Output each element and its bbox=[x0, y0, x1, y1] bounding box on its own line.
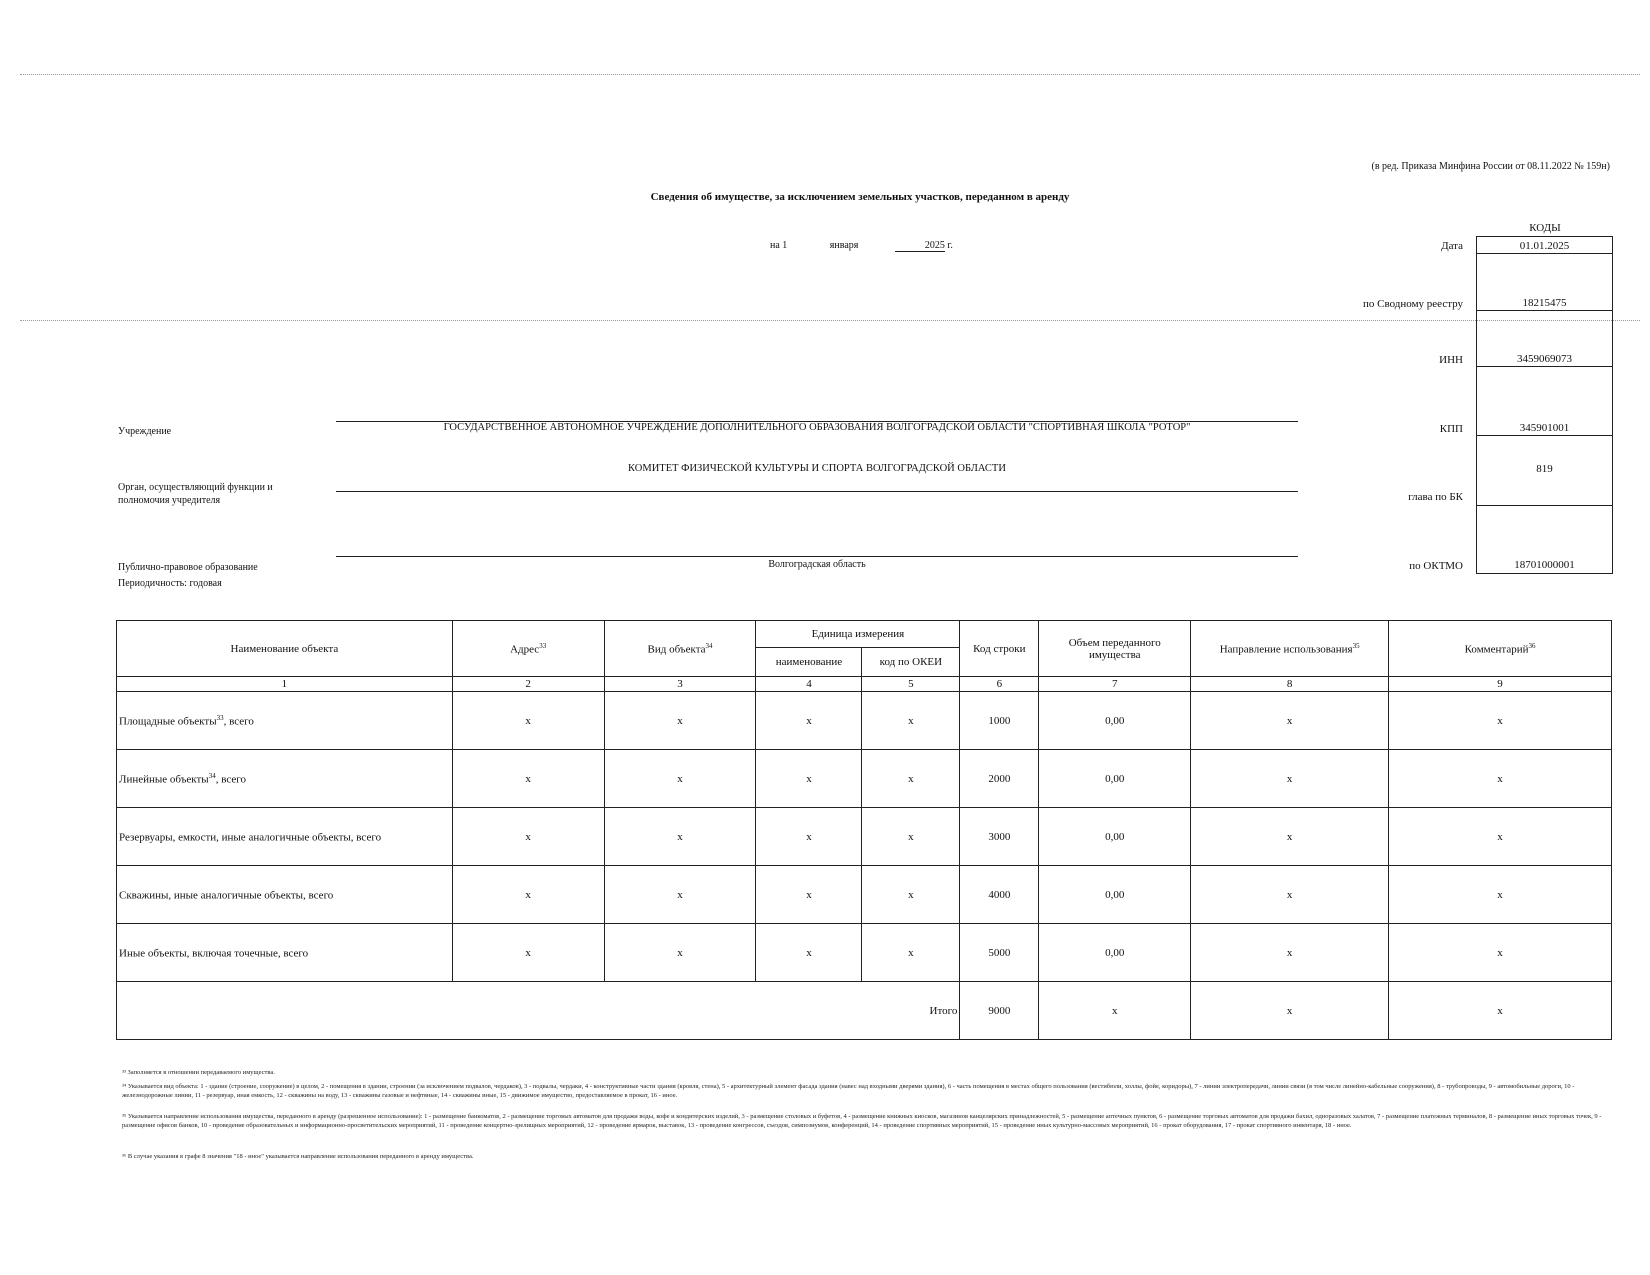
row-unit: x bbox=[756, 924, 862, 982]
row-name: Скважины, иные аналогичные объекты, всего bbox=[117, 866, 453, 924]
scan-dotted-line-middle bbox=[20, 320, 1640, 321]
row-direction: x bbox=[1191, 808, 1389, 866]
row-code: 4000 bbox=[960, 866, 1039, 924]
table-row bbox=[117, 692, 1612, 750]
row-code: 2000 bbox=[960, 750, 1039, 808]
total-volume: x bbox=[1039, 982, 1191, 1040]
date-prefix: на 1 bbox=[770, 240, 788, 251]
municipality-underline bbox=[336, 556, 1298, 557]
founder-label-line-2: полномочия учредителя bbox=[118, 495, 221, 506]
col-number: 4 bbox=[756, 677, 862, 692]
header-kind: Вид объекта$^{34}$ bbox=[604, 621, 756, 677]
founder-label-line-1: Орган, осуществляющий функции и bbox=[118, 482, 273, 493]
row-code: 1000 bbox=[960, 692, 1039, 750]
registry-code-label: по Сводному реестру bbox=[1363, 298, 1463, 310]
row-comment: x bbox=[1389, 750, 1612, 808]
header-unit-okei: код по ОКЕИ bbox=[862, 648, 960, 677]
date-year: 2025 bbox=[895, 240, 945, 252]
row-unit: x bbox=[756, 692, 862, 750]
row-address: x bbox=[452, 692, 604, 750]
row-comment: x bbox=[1389, 808, 1612, 866]
row-name: Резервуары, емкости, иные аналогичные объекты, всего bbox=[117, 808, 453, 866]
row-address: x bbox=[452, 750, 604, 808]
institution-label: Учреждение bbox=[118, 426, 172, 437]
row-unit: x bbox=[756, 808, 862, 866]
col-number: 8 bbox=[1191, 677, 1389, 692]
row-address: x bbox=[452, 924, 604, 982]
periodicity: Периодичность: годовая bbox=[118, 578, 222, 589]
property-table bbox=[116, 620, 1612, 1040]
total-direction: x bbox=[1191, 982, 1389, 1040]
header-unit-group: Единица измерения bbox=[756, 621, 960, 648]
row-okei: x bbox=[862, 924, 960, 982]
row-direction: x bbox=[1191, 692, 1389, 750]
table-row bbox=[117, 808, 1612, 866]
date-code-value: 01.01.2025 bbox=[1477, 240, 1612, 254]
kpp-code-value: 345901001 bbox=[1477, 422, 1612, 436]
municipality-value: Волгоградская область bbox=[768, 559, 866, 570]
date-line bbox=[770, 240, 970, 252]
table-row bbox=[117, 866, 1612, 924]
row-volume: 0,00 bbox=[1039, 750, 1191, 808]
bk-code-label: глава по БК bbox=[1408, 491, 1463, 503]
footnote-33: ³³ Заполняется в отношении передаваемого имущества. bbox=[122, 1069, 275, 1076]
founder-underline bbox=[336, 491, 1298, 492]
row-direction: x bbox=[1191, 866, 1389, 924]
col-number: 7 bbox=[1039, 677, 1191, 692]
header-direction: Направление использования$^{35}$ bbox=[1191, 621, 1389, 677]
column-number-row bbox=[117, 677, 1612, 692]
footnote-34: ³⁴ Указывается вид объекта: 1 - здание (строение, сооружение) в целом, 2 - помещения в здании, строении (за исключением подвалов, чердаков), 3 - подвалы, чердаки, 4 - конструктивные части здания (кровля, стена), 5 - архитектурный элемент фасада здания (навес над входными дверями здания), 6 - часть помещения в местах общего пользования (вестибюли, холлы, фойе, коридоры), 7 - линии электропередачи, линии связи (в том числе линейно-кабельные сооружения), 8 - трубопроводы, 9 - автомобильные дороги, 10 - железнодорожные линии, 11 - резервуар, иная емкость, 12 - скважины на воду, 13 - скважины газовые и нефтяные, 14 - скважины иные, 15 - движимое имущество, предоставляемое в прокат, 16 - иное. bbox=[122, 1083, 1575, 1099]
col-number: 1 bbox=[117, 677, 453, 692]
header-volume: Объем переданного имущества bbox=[1039, 621, 1191, 677]
row-code: 5000 bbox=[960, 924, 1039, 982]
founder-value: КОМИТЕТ ФИЗИЧЕСКОЙ КУЛЬТУРЫ И СПОРТА ВОЛГОГРАДСКОЙ ОБЛАСТИ bbox=[628, 463, 1006, 474]
total-code: 9000 bbox=[960, 982, 1039, 1040]
footnote-36: ³⁶ В случае указания в графе 8 значения "18 - иное" указывается направление использования переданного в аренду имущества. bbox=[122, 1153, 474, 1160]
row-comment: x bbox=[1389, 866, 1612, 924]
row-code: 3000 bbox=[960, 808, 1039, 866]
oktmo-code-value: 18701000001 bbox=[1514, 559, 1575, 571]
table-row bbox=[117, 750, 1612, 808]
row-kind: x bbox=[604, 750, 756, 808]
col-number: 5 bbox=[862, 677, 960, 692]
row-volume: 0,00 bbox=[1039, 692, 1191, 750]
oktmo-code-label: по ОКТМО bbox=[1409, 560, 1463, 572]
row-comment: x bbox=[1389, 692, 1612, 750]
row-direction: x bbox=[1191, 750, 1389, 808]
col-number: 6 bbox=[960, 677, 1039, 692]
footnote-35: ³⁵ Указывается направление использования имущества, переданного в аренду (разрешенное использование): 1 - размещение банкоматов, 2 - размещение торговых автоматов для продажи воды, кофе и кондитерских изделий, 3 - размещение столовых и буфетов, 4 - размещение книжных киосков, магазинов канцелярских принадлежностей, 5 - размещение аптечных пунктов, 6 - размещение торговых автоматов для продажи бахил, одноразовых халатов, 7 - размещение платежных терминалов, 8 - размещение иных торговых точек, 9 - размещение офисов банков, 10 - проведение образовательных и информационно-просветительских мероприятий, 11 - проведение концертно-зрелищных мероприятий, 12 - проведение ярмарок, выставок, 13 - проведение конгрессов, съездов, симпозиумов, конференций, 14 - проведение спортивных мероприятий, 15 - проведение иных культурно-массовых мероприятий, 16 - прокат оборудования, 17 - прокат спортивного инвентаря, 18 - иное. bbox=[122, 1113, 1602, 1129]
date-suffix: г. bbox=[947, 240, 953, 251]
codes-header: КОДЫ bbox=[1529, 222, 1561, 234]
total-row bbox=[117, 982, 1612, 1040]
header-line-code: Код строки bbox=[960, 621, 1039, 677]
row-okei: x bbox=[862, 808, 960, 866]
row-kind: x bbox=[604, 692, 756, 750]
row-kind: x bbox=[604, 866, 756, 924]
row-kind: x bbox=[604, 808, 756, 866]
registry-code-value: 18215475 bbox=[1477, 297, 1612, 311]
col-number: 3 bbox=[604, 677, 756, 692]
inn-code-label: ИНН bbox=[1439, 354, 1463, 366]
row-name: Линейные объекты$^{34}$, всего bbox=[117, 750, 453, 808]
row-okei: x bbox=[862, 692, 960, 750]
row-address: x bbox=[452, 808, 604, 866]
header-address: Адрес$^{33}$ bbox=[452, 621, 604, 677]
row-name: Иные объекты, включая точечные, всего bbox=[117, 924, 453, 982]
kpp-code-label: КПП bbox=[1439, 423, 1463, 435]
row-unit: x bbox=[756, 750, 862, 808]
row-comment: x bbox=[1389, 924, 1612, 982]
inn-code-value: 3459069073 bbox=[1477, 353, 1612, 367]
total-label: Итого bbox=[117, 982, 960, 1040]
col-number: 9 bbox=[1389, 677, 1612, 692]
scan-dotted-line-top bbox=[20, 74, 1640, 75]
row-volume: 0,00 bbox=[1039, 808, 1191, 866]
founder-label bbox=[118, 481, 273, 507]
col-number: 2 bbox=[452, 677, 604, 692]
row-volume: 0,00 bbox=[1039, 866, 1191, 924]
codes-box bbox=[1476, 236, 1613, 574]
institution-value: ГОСУДАРСТВЕННОЕ АВТОНОМНОЕ УЧРЕЖДЕНИЕ ДОПОЛНИТЕЛЬНОГО ОБРАЗОВАНИЯ ВОЛГОГРАДСКОЙ ОБЛАСТИ "СПОРТИВНАЯ ШКОЛА "РОТОР" bbox=[443, 422, 1191, 433]
row-unit: x bbox=[756, 866, 862, 924]
date-month: января bbox=[829, 240, 859, 251]
header-unit-name: наименование bbox=[756, 648, 862, 677]
row-direction: x bbox=[1191, 924, 1389, 982]
total-comment: x bbox=[1389, 982, 1612, 1040]
table-row bbox=[117, 924, 1612, 982]
row-okei: x bbox=[862, 866, 960, 924]
edition-note: (в ред. Приказа Минфина России от 08.11.2022 № 159н) bbox=[1371, 161, 1610, 172]
row-address: x bbox=[452, 866, 604, 924]
table-header-row-1 bbox=[117, 621, 1612, 648]
municipality-label: Публично-правовое образование bbox=[118, 562, 258, 573]
page-title: Сведения об имуществе, за исключением земельных участков, переданном в аренду bbox=[650, 191, 1070, 203]
bk-code-value: 819 bbox=[1477, 463, 1612, 506]
row-name: Площадные объекты$^{33}$, всего bbox=[117, 692, 453, 750]
row-kind: x bbox=[604, 924, 756, 982]
date-code-label: Дата bbox=[1441, 240, 1463, 252]
header-name: Наименование объекта bbox=[117, 621, 453, 677]
row-okei: x bbox=[862, 750, 960, 808]
row-volume: 0,00 bbox=[1039, 924, 1191, 982]
header-comment: Комментарий$^{36}$ bbox=[1389, 621, 1612, 677]
